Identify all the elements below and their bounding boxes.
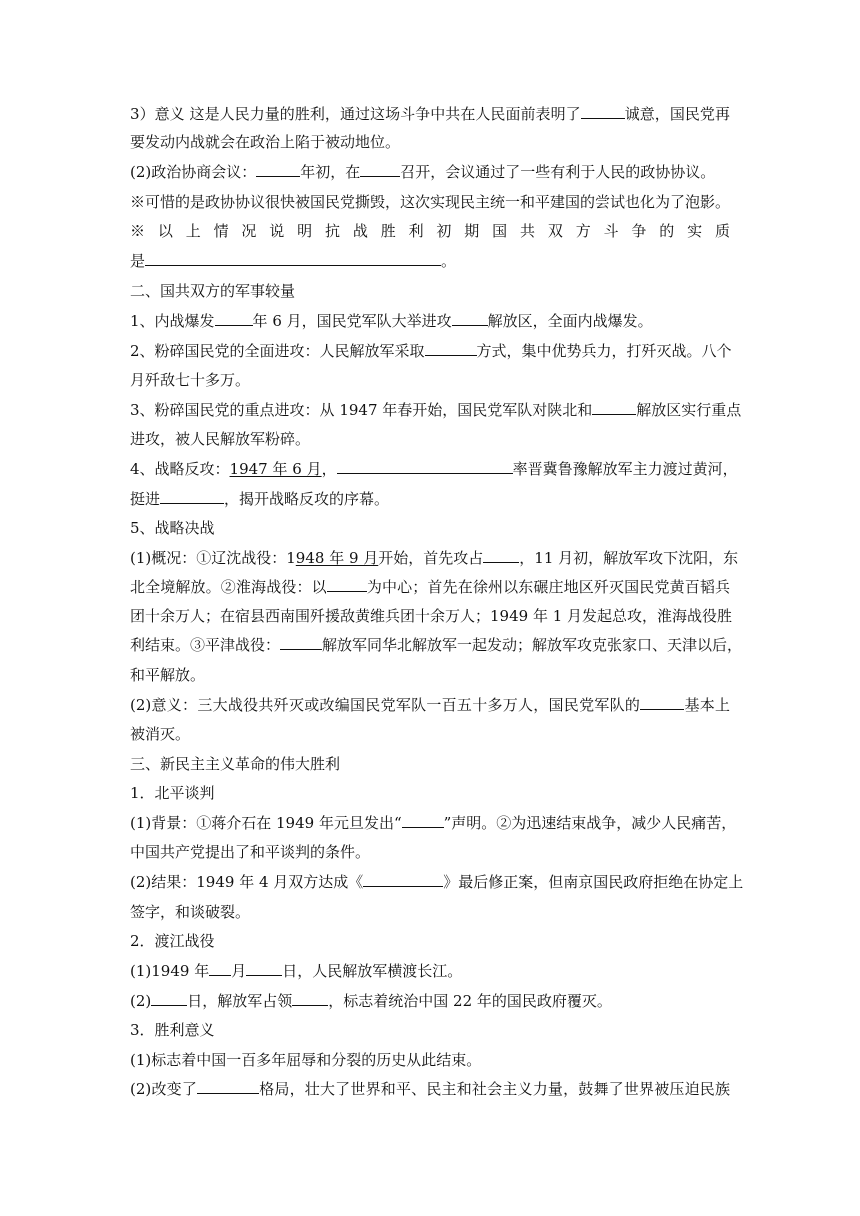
fill-blank[interactable] bbox=[197, 1078, 259, 1094]
text-line: (2)意义：三大战役共歼灭或改编国民党军队一百五十多万人，国民党军队的 基本上 bbox=[130, 696, 730, 714]
fill-blank[interactable] bbox=[425, 340, 477, 356]
fill-blank[interactable] bbox=[483, 547, 519, 563]
text-line: (1)背景：①蒋介石在 1949 年元旦发出“ ”声明。②为迅速结束战争，减少人民痛苦， bbox=[130, 814, 737, 832]
text-line: 要发动内战就会在政治上陷于被动地位。 bbox=[130, 133, 401, 151]
text-line: (1)1949 年 月 日，人民解放军横渡长江。 bbox=[130, 962, 463, 980]
text-line: 签字，和谈破裂。 bbox=[130, 903, 251, 921]
text-line: 和平解放。 bbox=[130, 666, 206, 684]
subsection-heading: 1．北平谈判 bbox=[130, 784, 215, 802]
fill-blank[interactable] bbox=[640, 694, 684, 710]
fill-blank[interactable] bbox=[145, 250, 441, 266]
fill-blank[interactable] bbox=[363, 871, 443, 887]
subsection-heading: 2．渡江战役 bbox=[130, 932, 215, 950]
text-line: 是 。 bbox=[130, 252, 457, 270]
text-line: 3、粉碎国民党的重点进攻：从 1947 年春开始，国民党军队对陕北和 解放区实行重点 bbox=[130, 401, 742, 419]
fill-blank[interactable] bbox=[209, 960, 231, 976]
text-line: 团十余万人；在宿县西南围歼援敌黄维兵团十余万人；1949 年 1 月发起总攻，淮海战役胜 bbox=[130, 607, 733, 625]
text-line: 1、内战爆发 年 6 月，国民党军队大举进攻 解放区，全面内战爆发。 bbox=[130, 312, 653, 330]
fill-blank[interactable] bbox=[581, 103, 625, 119]
text-line: (2)改变了 格局，壮大了世界和平、民主和社会主义力量，鼓舞了世界被压迫民族 bbox=[130, 1080, 730, 1098]
text-line: (2)政治协商会议： 年初，在 召开，会议通过了一些有利于人民的政协协议。 bbox=[130, 163, 716, 181]
fill-blank[interactable] bbox=[452, 310, 488, 326]
section-heading: 三、新民主主义革命的伟大胜利 bbox=[130, 755, 341, 773]
fill-blank[interactable] bbox=[160, 488, 224, 504]
fill-blank[interactable] bbox=[280, 634, 322, 650]
text-line: 被消灭。 bbox=[130, 725, 191, 743]
fill-blank[interactable] bbox=[151, 990, 187, 1006]
text-line: 挺进 ，揭开战略反攻的序幕。 bbox=[130, 490, 390, 508]
text-line: 中国共产党提出了和平谈判的条件。 bbox=[130, 843, 371, 861]
text-line: 3）意义 这是人民力量的胜利，通过这场斗争中共在人民面前表明了 诚意，国民党再 bbox=[130, 105, 730, 123]
section-heading: 5、战略决战 bbox=[130, 519, 215, 537]
text-line: (2) 日，解放军占领 ，标志着统治中国 22 年的国民政府覆灭。 bbox=[130, 992, 612, 1010]
section-heading: 二、国共双方的军事较量 bbox=[130, 282, 296, 300]
text-line: 利结束。③平津战役： 解放军同华北解放军一起发动；解放军攻克张家口、天津以后， bbox=[130, 636, 743, 654]
text-line: (1)标志着中国一百多年屈辱和分裂的历史从此结束。 bbox=[130, 1051, 482, 1069]
text-line: 北全境解放。②淮海战役：以 为中心；首先在徐州以东碾庄地区歼灭国民党黄百韬兵 bbox=[130, 578, 730, 596]
text-line: (2)结果：1949 年 4 月双方达成《 》最后修正案，但南京国民政府拒绝在协定上 bbox=[130, 873, 744, 891]
fill-blank[interactable] bbox=[246, 960, 282, 976]
fill-blank[interactable] bbox=[327, 576, 367, 592]
fill-blank[interactable] bbox=[402, 812, 444, 828]
text-line: 月歼敌七十多万。 bbox=[130, 371, 251, 389]
text-line: (1)概况：①辽沈战役：1948 年 9 月开始，首先攻占 ，11 月初，解放军攻下沈阳，东 bbox=[130, 549, 739, 567]
text-line: 2、粉碎国民党的全面进攻：人民解放军采取 方式，集中优势兵力，打歼灭战。八个 bbox=[130, 342, 732, 360]
fill-blank[interactable] bbox=[360, 161, 400, 177]
subsection-heading: 3．胜利意义 bbox=[130, 1021, 215, 1039]
text-line: 4、战略反攻：1947 年 6 月， 率晋冀鲁豫解放军主力渡过黄河， bbox=[130, 460, 738, 478]
fill-blank[interactable] bbox=[592, 399, 636, 415]
fill-blank[interactable] bbox=[292, 990, 328, 1006]
fill-blank[interactable] bbox=[256, 161, 300, 177]
text-line: ※可惜的是政协协议很快被国民党撕毁，这次实现民主统一和平建国的尝试也化为了泡影。 bbox=[130, 193, 731, 211]
text-line: ※ 以 上 情 况 说 明 抗 战 胜 利 初 期 国 共 双 方 斗 争 的 实 质 bbox=[130, 222, 730, 240]
fill-blank[interactable] bbox=[215, 310, 253, 326]
fill-blank[interactable] bbox=[337, 458, 513, 474]
text-line: 进攻，被人民解放军粉碎。 bbox=[130, 430, 311, 448]
